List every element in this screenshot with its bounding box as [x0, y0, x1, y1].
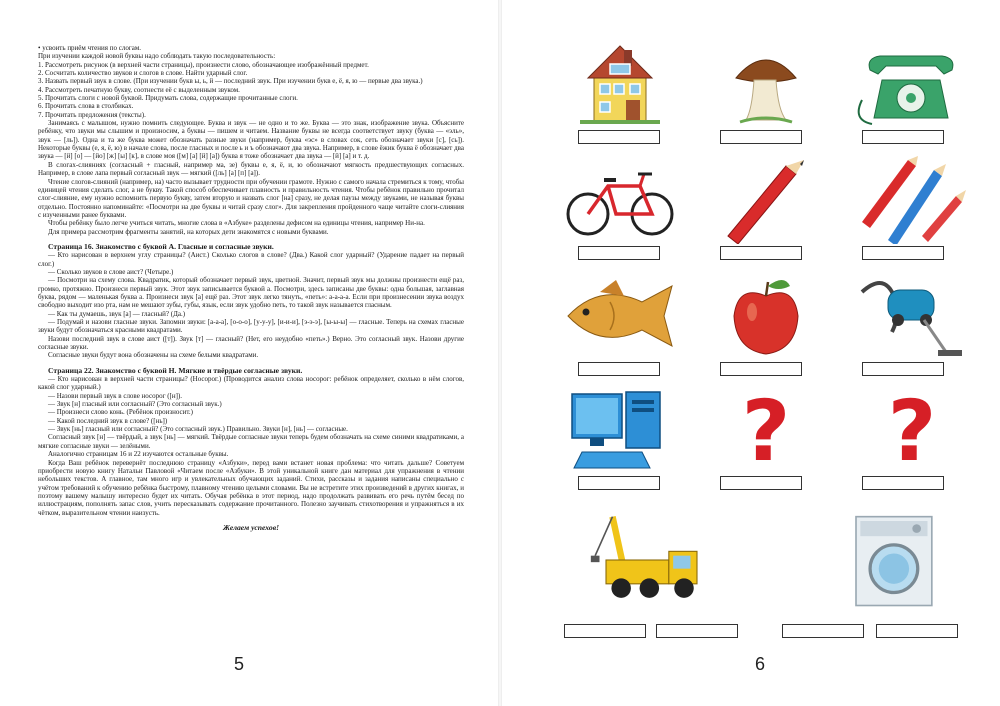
dialog-line: — Подумай и назови гласные звуки. Запомни звуки: [а-а-а], [о-о-о], [у-у-у], [и-и-и], [э-э-э], [ы-ы-ы] — гласные. Теперь на схемах гласные звуки будут обозначаться красными квадратами.	[38, 318, 464, 335]
dialog-line: Согласный звук [н] — твёрдый, а звук [нь] — мягкий. Твёрдые согласные звуки теперь будем обозначать на схеме синими квадратиками, а мягкие согласные звуки — зелёными.	[38, 433, 464, 450]
question-mark-icon	[852, 386, 972, 474]
dialog-line: Назови последний звук в слове аист ([т]). Звук [т] — гласный? (Нет, его неудобно «петь».) Верно. Это согласный звук. Назови другие согласные звуки.	[38, 334, 464, 352]
page-number-right: 6	[755, 654, 766, 674]
dialog-line: Аналогично страницам 16 и 22 изучаются остальные буквы.	[48, 450, 229, 459]
picture-cell	[852, 40, 972, 150]
pencil-icon	[706, 156, 826, 244]
answer-box[interactable]	[720, 362, 802, 376]
mushroom-icon	[706, 40, 826, 128]
answer-box[interactable]	[862, 476, 944, 490]
picture-cell	[560, 156, 680, 266]
picture-cell	[706, 386, 826, 496]
intro-line: 6. Прочитать слова в столбиках.	[38, 102, 134, 111]
section-title: Страница 22. Знакомство с буквой Н. Мягкие и твёрдые согласные звуки.	[48, 365, 303, 375]
answer-box[interactable]	[782, 624, 864, 638]
svg-text:?: ?	[741, 386, 791, 474]
dialog-line: — Звук [н] гласный или согласный? (Это согласный звук.)	[48, 400, 222, 409]
answer-box[interactable]	[862, 246, 944, 260]
dialog-line: Когда Ваш ребёнок перевернёт последнюю страницу «Азбуки», перед вами встанет новая проблема: что читать дальше? Советуем приобрести новую книгу Натальи Павловой «Читаем после «Азбуки». В этой уникальной книге дан материал для упражнения в чтении небольших текстов. А главное, там много игр и увлекательных обучающих заданий. Стихи, рассказы и задания написаны специально с учётом требований к обучению ребёнка быстрому, плавному чтению целыми словами. Вы не встретите этих произведений в других книгах, и поэтому вашему малышу интересно будет их читать. Обучая ребёнка в этот период, надо продолжать развивать его речь путём бесед по иллюстрациям, пополнять запас слов, учить пересказывать содержание прочитанного. Полезно заучивать стихотворения и упражняться в их чётком, выразительном чтении наизусть.	[38, 458, 464, 517]
intro-line: 5. Прочитать слоги с новой буквой. Придумать слова, содержащие прочитанные слоги.	[38, 94, 298, 103]
answer-box[interactable]	[862, 130, 944, 144]
dialog-line: — Звук [нь] гласный или согласный? (Это согласный звук.) Правильно. Звуки [н], [нь] — согласные.	[48, 425, 348, 434]
picture-cell	[852, 156, 972, 266]
answer-box[interactable]	[578, 130, 660, 144]
picture-cell	[560, 386, 680, 496]
answer-box[interactable]	[578, 362, 660, 376]
intro-line: 2. Сосчитать количество звуков и слогов в слове. Найти ударный слог.	[38, 69, 248, 78]
picture-cell	[706, 156, 826, 266]
dialog-line: — Как ты думаешь, звук [а] — гласный? (Да.)	[48, 309, 186, 318]
answer-box[interactable]	[578, 246, 660, 260]
dialog-line: Согласные звуки будут вона обозначены на схеме белыми квадратами.	[48, 351, 259, 360]
intro-line: При изучении каждой новой буквы надо соблюдать такую последовательность:	[38, 52, 276, 61]
answer-box[interactable]	[876, 624, 958, 638]
crane-truck-icon	[580, 512, 710, 608]
intro-line: • усвоить приём чтения по слогам.	[38, 44, 141, 52]
answer-box[interactable]	[564, 624, 646, 638]
intro-line: 4. Рассмотреть печатную букву, соотнести её с выделенным звуком.	[38, 85, 240, 94]
instruction-text	[38, 44, 464, 532]
picture-cell	[852, 272, 972, 382]
picture-cell	[830, 512, 960, 622]
dialog-line: — Кто нарисован в верхней части страницы? (Носорог.) (Проводится анализ слова носорог: ребёнок определяет, сколько в нём слогов, какой слог ударный.)	[38, 375, 464, 392]
dialog-line: — Какой последний звук в слове? ([нь])	[48, 416, 168, 425]
section-title: Страница 16. Знакомство с буквой А. Гласные и согласные звуки.	[48, 241, 274, 251]
bicycle-icon	[560, 156, 680, 244]
intro-line: 1. Рассмотреть рисунок (в верхней части страницы), произнести слово, обозначающее изображённый предмет.	[38, 60, 369, 69]
dialog-line: — Произнеси слово конь. (Ребёнок произносит.)	[48, 408, 193, 417]
washing-machine-icon	[830, 512, 960, 608]
paragraph: Чтобы ребёнку было легче учиться читать, многие слова в «Азбуке» разделены дефисом на единицы чтения, например Ни-на.	[48, 219, 425, 228]
fish-icon	[560, 272, 680, 360]
answer-box[interactable]	[656, 624, 738, 638]
answer-box[interactable]	[720, 246, 802, 260]
apple-icon	[706, 272, 826, 360]
answer-box[interactable]	[862, 362, 944, 376]
dialog-line: — Посмотри на схему слова. Квадратик, который обозначает первый звук, цветной. Значит, первый звук мы должны произнести ещё раз, громко, протяжно. Произнеси первый звук. Этот звук записывается буквой а. Посмотри, здесь записаны две буквы: одна большая, заглавная буква, рядом — маленькая буква а. Произнеси звук [а] ещё раз. Этот звук легко тянуть, «петь»: а-а-а-а. Если при произнесении звука воздух свободно выходит изо рта, нам не мешают зубы, губы, язык, если звук удобно петь, то такой звук называется гласным.	[38, 276, 464, 310]
question-mark-icon	[706, 386, 826, 474]
paragraph: Занимаясь с малышом, нужно помнить следующее. Буква и звук — не одно и то же. Буква — это знак, изображение звука. Объясните ребёнку, что звуки мы слышим и произносим, а буквы — пишем и читаем. Название буквы не всегда соответствует звуку (буква — «эль», звук — [ль]). Одна и та же буква может обозначать разные звуки (например, буква «эс» в словах сок, сеть обозначает звуки [с], [сь]). Некоторые буквы (е, я, ё, ю) в начале слова, после гласных и после ь и ъ обозначают два звука. Например, в слове ёжик буква ё обозначает два звука — [й] [о] — [йо] [ж] [ы] [к], в слове моя ([м] [а] [й] [а]) буква я тоже обозначает два звука — [й] [а] и т. д.	[38, 119, 464, 161]
intro-line: 3. Назвать первый звук в слове. (При изучении букв ы, ь, й — последний звук. При изучении букв е, ё, я, ю — первые два звука.)	[38, 77, 423, 86]
svg-text:?: ?	[887, 386, 937, 474]
paragraph: Чтение слогов-слияний (например, на) часто вызывает трудности при обучении грамоте. Нужно с самого начала стремиться к тому, чтобы единицей чтения сделать слог, а не букву. Такой способ обеспечивает плавность и правильность чтения. Чтобы ребёнок правильно прочитал слог-слияние, ему нужно вспомнить первую букву, затем вторую и назвать слог [на] сразу, не делая паузы между звуками, не называя буквы отдельно. Постоянно напоминайте: «Посмотри на две буквы и читай сразу слог». Для закрепления пройденного чаще читайте слоги-слияния с изученными ранее буквами.	[38, 177, 464, 219]
house-icon	[560, 40, 680, 128]
dialog-line: — Сколько звуков в слове аист? (Четыре.)	[48, 267, 174, 276]
picture-cell	[852, 386, 972, 496]
closing-wish: Желаем успехов!	[222, 522, 280, 532]
picture-cell	[580, 512, 710, 622]
picture-cell	[560, 40, 680, 150]
intro-line: 7. Прочитать предложения (тексты).	[38, 110, 146, 119]
dialog-line: — Назови первый звук в слове носорог ([н]).	[48, 391, 183, 400]
computer-icon	[560, 386, 680, 474]
answer-box[interactable]	[720, 130, 802, 144]
picture-cell	[560, 272, 680, 382]
pencils-icon	[852, 156, 972, 244]
page-number-left: 5	[234, 654, 245, 674]
answer-box[interactable]	[578, 476, 660, 490]
telephone-icon	[852, 40, 972, 128]
dialog-line: — Кто нарисован в верхнем углу страницы? (Аист.) Сколько слогов в слове? (Два.) Какой слог ударный? (Ударение падает на первый слог.)	[38, 251, 464, 268]
vacuum-cleaner-icon	[852, 272, 972, 360]
paragraph: Для примера рассмотрим фрагменты занятий, на которых дети знакомятся с новыми буквами.	[48, 227, 329, 236]
paragraph: В слогах-слияниях (согласный + гласный, например ма, зе) буквы е, я, ё, и, ю обозначают мягкость предшествующих согласных. Например, в слове лапа первый согласный звук — мягкий ([ль] [а] [п] [а]).	[38, 160, 464, 178]
picture-cell	[706, 40, 826, 150]
picture-cell	[706, 272, 826, 382]
right-page	[500, 0, 1000, 706]
answer-box[interactable]	[720, 476, 802, 490]
